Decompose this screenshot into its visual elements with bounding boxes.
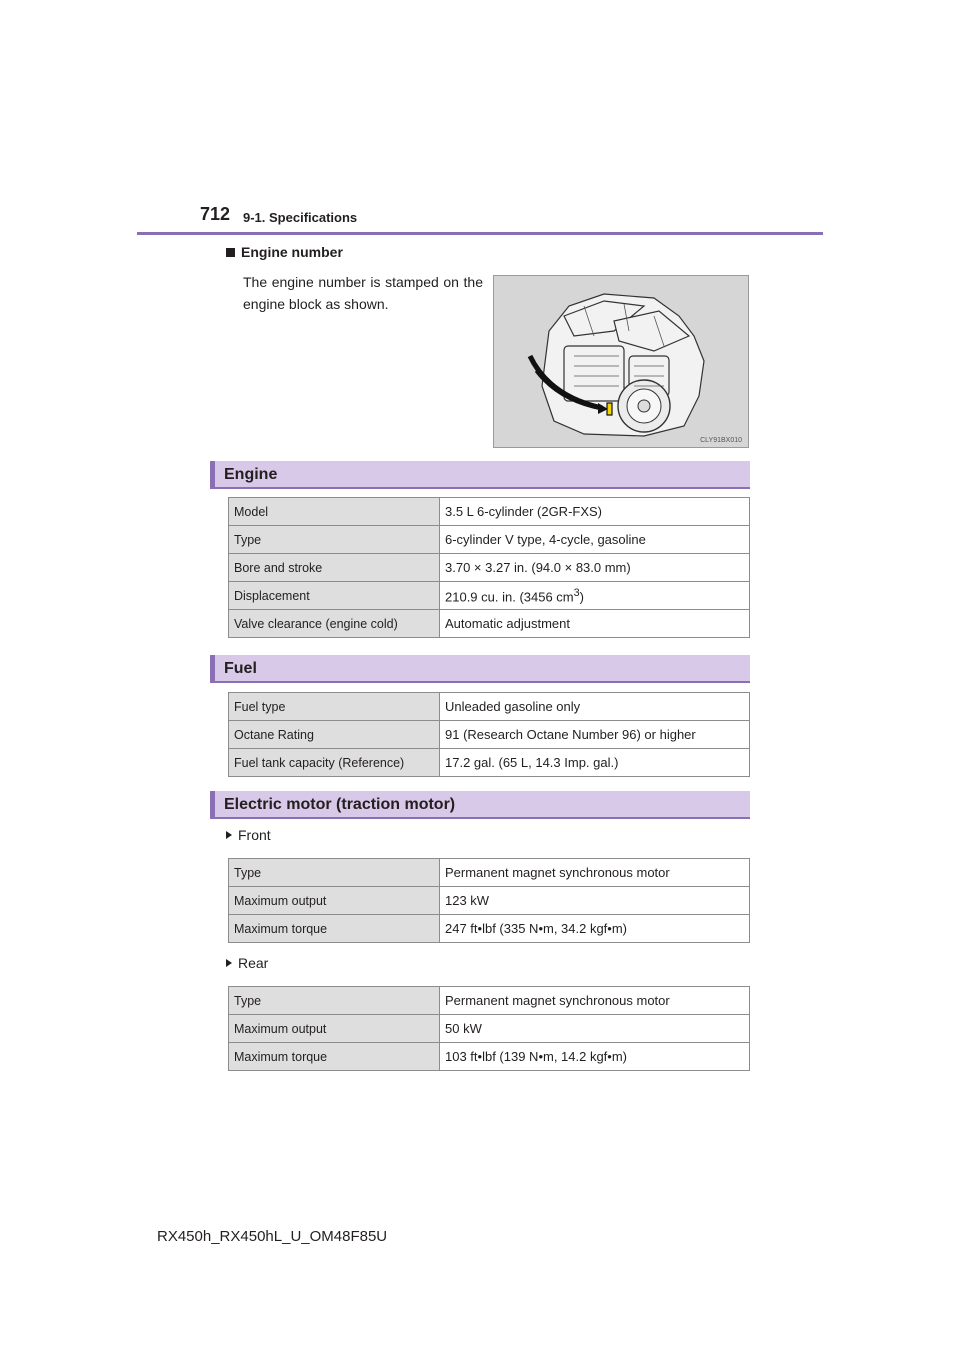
header-rule bbox=[137, 232, 823, 235]
spec-value: 17.2 gal. (65 L, 14.3 Imp. gal.) bbox=[440, 749, 750, 777]
spec-value: Permanent magnet synchronous motor bbox=[440, 859, 750, 887]
table-row bbox=[229, 887, 750, 915]
document-code-footer: RX450h_RX450hL_U_OM48F85U bbox=[157, 1228, 388, 1245]
engine-illustration bbox=[493, 275, 749, 448]
spec-key: Maximum output bbox=[229, 1015, 440, 1043]
spec-value: 3.5 L 6-cylinder (2GR-FXS) bbox=[440, 498, 750, 526]
spec-value: 50 kW bbox=[440, 1015, 750, 1043]
table-row bbox=[229, 498, 750, 526]
fuel-section-heading: Fuel bbox=[210, 655, 750, 683]
engine-spec-table bbox=[228, 497, 750, 638]
displacement-value: 210.9 cu. in. (3456 cm bbox=[445, 589, 574, 605]
motor-section-heading: Electric motor (traction motor) bbox=[210, 791, 750, 819]
spec-key: Maximum torque bbox=[229, 915, 440, 943]
spec-key: Valve clearance (engine cold) bbox=[229, 610, 440, 638]
spec-key: Maximum output bbox=[229, 887, 440, 915]
table-row bbox=[229, 859, 750, 887]
spec-key: Bore and stroke bbox=[229, 554, 440, 582]
spec-value: 247 ft•lbf (335 N•m, 34.2 kgf•m) bbox=[440, 915, 750, 943]
section-title: 9-1. Specifications bbox=[243, 210, 358, 225]
square-bullet-icon bbox=[226, 248, 235, 257]
figure-code: CLY91BX010 bbox=[700, 437, 742, 444]
triangle-bullet-icon bbox=[226, 959, 232, 967]
spec-key: Fuel type bbox=[229, 693, 440, 721]
spec-key: Octane Rating bbox=[229, 721, 440, 749]
spec-key: Fuel tank capacity (Reference) bbox=[229, 749, 440, 777]
engine-drawing bbox=[494, 276, 748, 447]
spec-key: Displacement bbox=[229, 582, 440, 610]
table-row bbox=[229, 915, 750, 943]
engine-section-heading: Engine bbox=[210, 461, 750, 489]
spec-value: 3.70 × 3.27 in. (94.0 × 83.0 mm) bbox=[440, 554, 750, 582]
page-number: 712 bbox=[200, 204, 231, 224]
spec-key: Model bbox=[229, 498, 440, 526]
engine-number-heading bbox=[226, 244, 343, 260]
table-row bbox=[229, 987, 750, 1015]
spec-value: 123 kW bbox=[440, 887, 750, 915]
spec-value: Unleaded gasoline only bbox=[440, 693, 750, 721]
table-row bbox=[229, 582, 750, 610]
spec-value: 91 (Research Octane Number 96) or higher bbox=[440, 721, 750, 749]
spec-value: 103 ft•lbf (139 N•m, 14.2 kgf•m) bbox=[440, 1043, 750, 1071]
spec-key: Type bbox=[229, 859, 440, 887]
displacement-closing: ) bbox=[579, 589, 585, 605]
triangle-bullet-icon bbox=[226, 831, 232, 839]
front-motor-label-text: Front bbox=[238, 827, 271, 843]
table-row bbox=[229, 693, 750, 721]
displacement-superscript: 3 bbox=[573, 586, 580, 599]
engine-number-description: The engine number is stamped on the engine block as shown. bbox=[243, 274, 483, 312]
rear-motor-label bbox=[226, 955, 268, 971]
rear-motor-spec-table bbox=[228, 986, 750, 1071]
table-row bbox=[229, 1015, 750, 1043]
table-row bbox=[229, 749, 750, 777]
table-row bbox=[229, 610, 750, 638]
spec-value: Automatic adjustment bbox=[440, 610, 750, 638]
rear-motor-label-text: Rear bbox=[238, 955, 269, 971]
spec-key: Maximum torque bbox=[229, 1043, 440, 1071]
table-row bbox=[229, 554, 750, 582]
engine-number-heading-text: Engine number bbox=[241, 244, 343, 260]
table-row bbox=[229, 526, 750, 554]
front-motor-label bbox=[226, 827, 271, 843]
fuel-spec-table bbox=[228, 692, 750, 777]
table-row bbox=[229, 1043, 750, 1071]
spec-key: Type bbox=[229, 987, 440, 1015]
spec-value: 6-cylinder V type, 4-cycle, gasoline bbox=[440, 526, 750, 554]
spec-value bbox=[440, 582, 750, 610]
spec-key: Type bbox=[229, 526, 440, 554]
front-motor-spec-table bbox=[228, 858, 750, 943]
spec-value: Permanent magnet synchronous motor bbox=[440, 987, 750, 1015]
table-row bbox=[229, 721, 750, 749]
